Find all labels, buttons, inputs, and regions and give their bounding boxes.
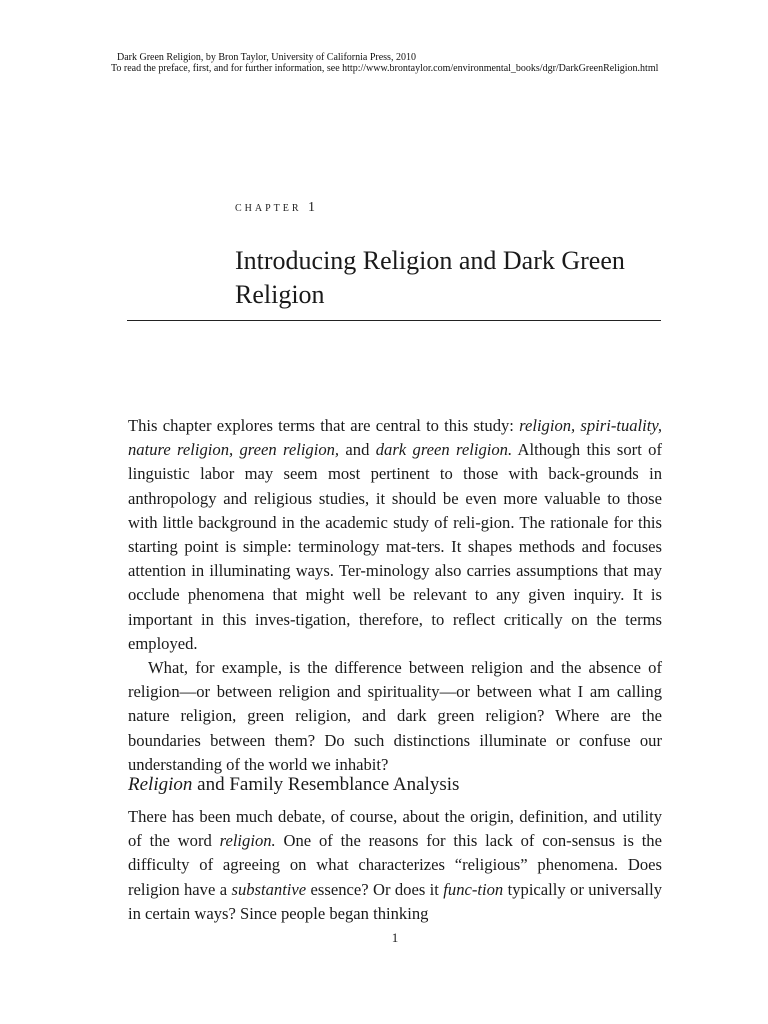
chapter-label: chapter 1 xyxy=(235,200,319,215)
header-note-line-1: Dark Green Religion, by Bron Taylor, University of California Press, 2010 xyxy=(117,52,416,63)
term-italic: func-tion xyxy=(443,879,504,899)
text-run: essence? Or does it xyxy=(306,879,444,899)
intro-paragraph-2: What, for example, is the difference between religion and the absence of religion—or between religion and spirituality—or between what I am calling nature religion, green religion, and dark green religion? Where are the boundaries between them? Do such distinctions illuminate or confuse our understanding of the world we inhabit? xyxy=(128,658,662,774)
section-heading-italic: Religion xyxy=(128,774,193,795)
text-run: Although this sort of linguistic labor may seem most pertinent to those with back-grounds in anthropology and religious studies, it should be even more valuable to those with little background in the academic study of reli-gion. The rationale for this starting point is simple: terminology mat-ters. It shapes methods and focuses attention in illuminating ways. Ter-minology also carries assumptions that may occlude phenomena that might well be relevant to any given inquiry. It is important in this inves-tigation, therefore, to reflect critically on the terms employed. xyxy=(128,440,662,653)
section-heading-rest: and Family Resemblance Analysis xyxy=(192,774,460,795)
section-paragraph-1 xyxy=(128,805,662,926)
intro-text xyxy=(128,414,662,777)
text-run: typically or universally in certain ways? Since people began thinking xyxy=(128,879,663,923)
header-note-line-2: To read the preface, first, and for further information, see http://www.brontaylor.com/environmental_books/dgr/DarkGreenReligion.html xyxy=(111,63,659,74)
text-run: There has been much debate, of course, about the origin, definition, and utility of the word xyxy=(128,807,662,851)
term-italic: dark green religion. xyxy=(375,440,513,460)
term-italic: religion. xyxy=(219,831,276,851)
term-italic: religion, spiri-tuality, nature religion, green religion, xyxy=(128,416,662,460)
page-number: 1 xyxy=(391,930,399,945)
text-run: This chapter explores terms that are central to this study: xyxy=(128,416,520,435)
title-divider xyxy=(127,320,661,321)
intro-paragraph-1 xyxy=(128,414,662,656)
section-heading xyxy=(128,774,459,796)
section-text xyxy=(128,805,662,926)
chapter-title: Introducing Religion and Dark Green Religion xyxy=(235,246,625,309)
text-run: and xyxy=(339,440,376,460)
term-italic: substantive xyxy=(231,879,307,899)
text-run: One of the reasons for this lack of con-sensus is the difficulty of agreeing on what characterizes “religious” phenomena. Does religion have a xyxy=(128,831,662,899)
